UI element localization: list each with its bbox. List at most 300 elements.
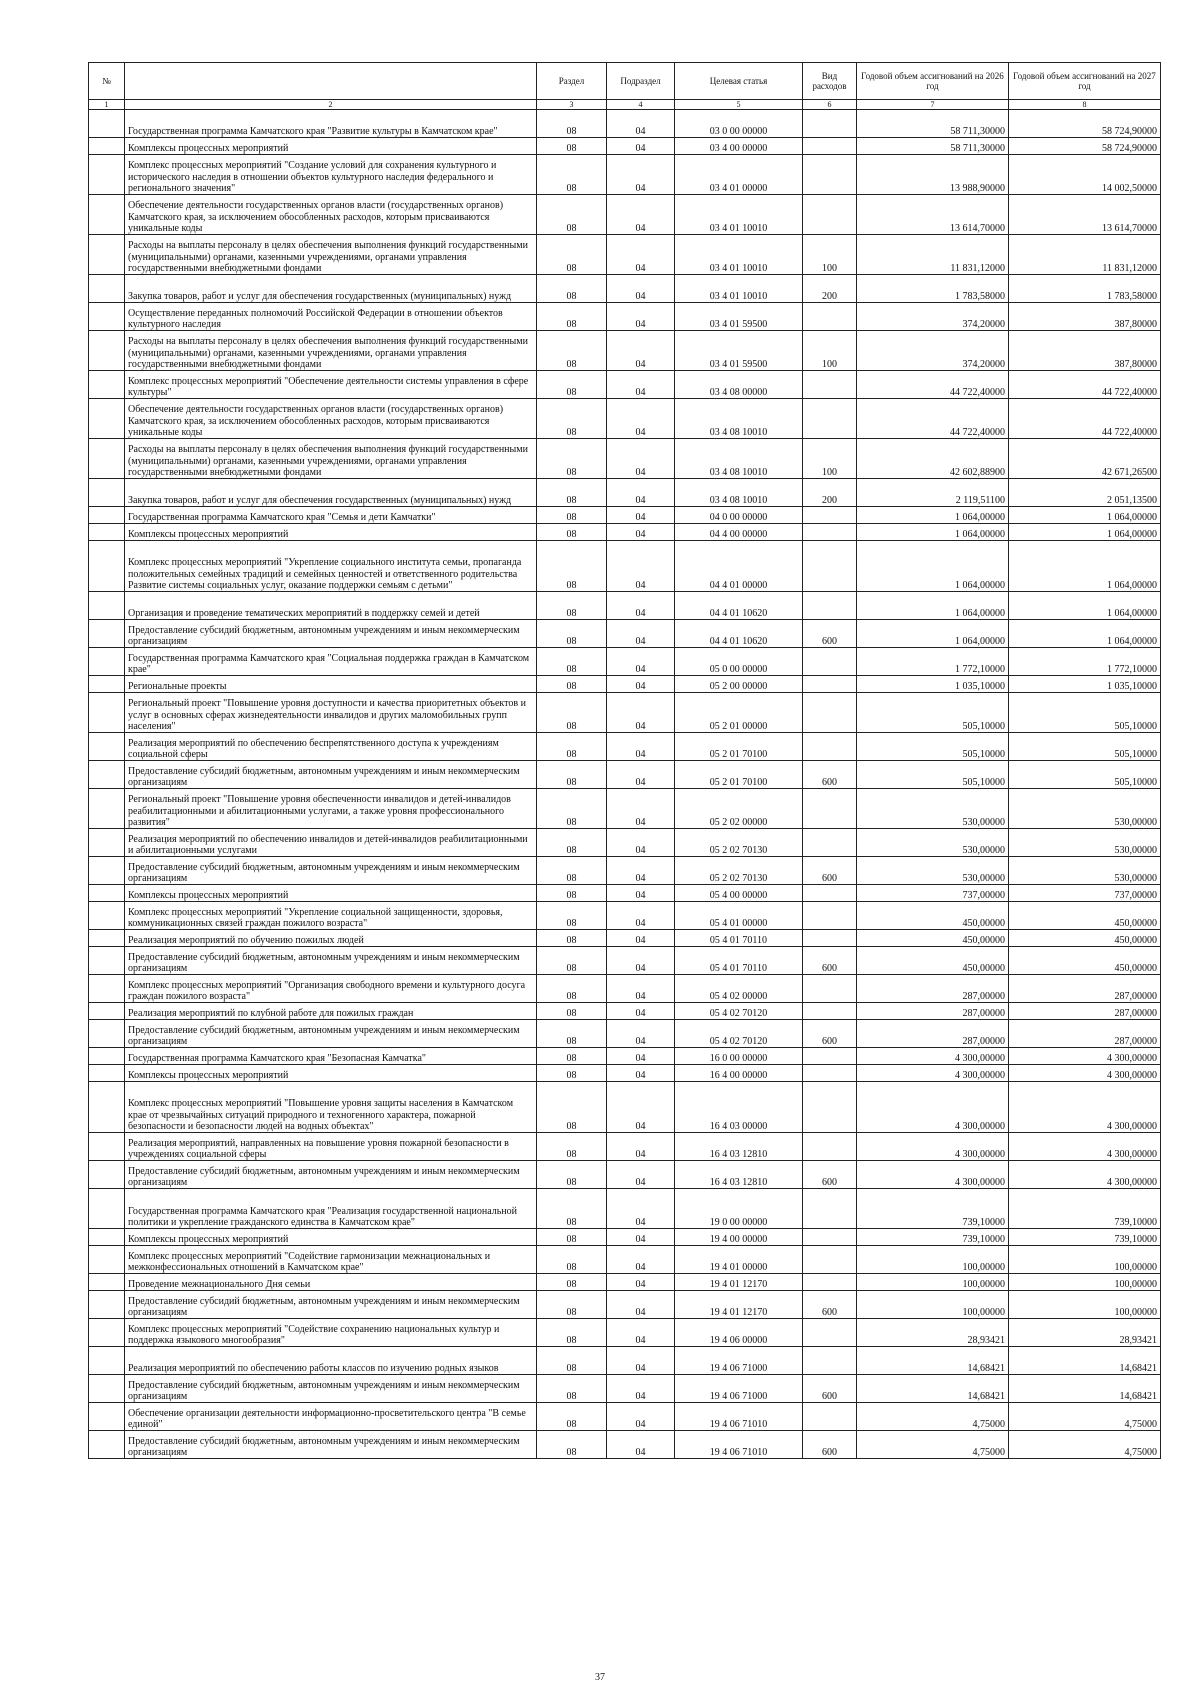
row-number-cell [89, 524, 125, 541]
amount-2027-cell: 4 300,00000 [1009, 1133, 1161, 1161]
vid-rashodov-cell [803, 1065, 857, 1082]
amount-2027-cell: 4 300,00000 [1009, 1065, 1161, 1082]
amount-2026-cell: 2 119,51100 [857, 479, 1009, 507]
vid-rashodov-cell [803, 733, 857, 761]
item-name-cell: Комплексы процессных мероприятий [125, 1065, 537, 1082]
row-number-cell [89, 439, 125, 479]
celevaya-statya-cell: 03 4 00 00000 [675, 138, 803, 155]
table-row [89, 947, 1161, 975]
amount-2027-cell: 2 051,13500 [1009, 479, 1161, 507]
amount-2026-cell: 58 711,30000 [857, 138, 1009, 155]
podrazdel-cell: 04 [607, 235, 675, 275]
vid-rashodov-cell: 600 [803, 947, 857, 975]
amount-2027-cell: 28,93421 [1009, 1319, 1161, 1347]
vid-rashodov-cell [803, 1403, 857, 1431]
podrazdel-cell: 04 [607, 676, 675, 693]
vid-rashodov-cell [803, 676, 857, 693]
celevaya-statya-cell: 03 4 01 10010 [675, 275, 803, 303]
table-body [89, 110, 1161, 1459]
amount-2026-cell: 1 064,00000 [857, 620, 1009, 648]
vid-rashodov-cell [803, 1347, 857, 1375]
table-row [89, 439, 1161, 479]
vid-rashodov-cell: 600 [803, 1431, 857, 1459]
celevaya-statya-cell: 03 4 01 59500 [675, 303, 803, 331]
amount-2026-cell: 1 064,00000 [857, 541, 1009, 592]
celevaya-statya-cell: 05 4 02 70120 [675, 1020, 803, 1048]
item-name-cell: Закупка товаров, работ и услуг для обеспечения государственных (муниципальных) нужд [125, 479, 537, 507]
item-name-cell: Осуществление переданных полномочий Российской Федерации в отношении объектов культурного наследия [125, 303, 537, 331]
razdel-cell: 08 [537, 524, 607, 541]
razdel-cell: 08 [537, 1403, 607, 1431]
razdel-cell: 08 [537, 195, 607, 235]
celevaya-statya-cell: 03 4 08 10010 [675, 479, 803, 507]
column-number: 5 [675, 100, 803, 110]
razdel-cell: 08 [537, 930, 607, 947]
item-name-cell: Комплекс процессных мероприятий "Создание условий для сохранения культурного и исторического наследия в отношении объектов культурного наследия федерального и регионального значения" [125, 155, 537, 195]
celevaya-statya-cell: 04 4 00 00000 [675, 524, 803, 541]
celevaya-statya-cell: 03 4 08 10010 [675, 439, 803, 479]
vid-rashodov-cell: 200 [803, 275, 857, 303]
amount-2026-cell: 505,10000 [857, 733, 1009, 761]
table-row [89, 648, 1161, 676]
amount-2027-cell: 14,68421 [1009, 1347, 1161, 1375]
header-row [89, 63, 1161, 100]
celevaya-statya-cell: 03 4 01 00000 [675, 155, 803, 195]
row-number-cell [89, 1048, 125, 1065]
table-row [89, 331, 1161, 371]
amount-2027-cell: 505,10000 [1009, 761, 1161, 789]
razdel-cell: 08 [537, 693, 607, 733]
vid-rashodov-cell [803, 1246, 857, 1274]
table-row [89, 303, 1161, 331]
item-name-cell: Предоставление субсидий бюджетным, автономным учреждениям и иным некоммерческим организациям [125, 1431, 537, 1459]
podrazdel-cell: 04 [607, 930, 675, 947]
table-row [89, 1375, 1161, 1403]
amount-2026-cell: 44 722,40000 [857, 399, 1009, 439]
razdel-cell: 08 [537, 1274, 607, 1291]
amount-2026-cell: 739,10000 [857, 1189, 1009, 1229]
vid-rashodov-cell [803, 1229, 857, 1246]
celevaya-statya-cell: 05 2 02 00000 [675, 789, 803, 829]
razdel-cell: 08 [537, 1347, 607, 1375]
razdel-cell: 08 [537, 1133, 607, 1161]
amount-2026-cell: 13 988,90000 [857, 155, 1009, 195]
vid-rashodov-cell [803, 930, 857, 947]
item-name-cell: Организация и проведение тематических мероприятий в поддержку семей и детей [125, 592, 537, 620]
amount-2027-cell: 100,00000 [1009, 1246, 1161, 1274]
podrazdel-cell: 04 [607, 885, 675, 902]
amount-2026-cell: 4 300,00000 [857, 1133, 1009, 1161]
row-number-cell [89, 479, 125, 507]
row-number-cell [89, 1403, 125, 1431]
podrazdel-cell: 04 [607, 1246, 675, 1274]
item-name-cell: Региональный проект "Повышение уровня доступности и качества приоритетных объектов и услуг в основных сферах жизнедеятельности инвалидов и других маломобильных групп населения" [125, 693, 537, 733]
row-number-cell [89, 1189, 125, 1229]
podrazdel-cell: 04 [607, 524, 675, 541]
table-row [89, 1133, 1161, 1161]
amount-2026-cell: 1 783,58000 [857, 275, 1009, 303]
row-number-cell [89, 303, 125, 331]
podrazdel-cell: 04 [607, 1375, 675, 1403]
celevaya-statya-cell: 05 4 01 70110 [675, 930, 803, 947]
vid-rashodov-cell [803, 541, 857, 592]
razdel-cell: 08 [537, 676, 607, 693]
podrazdel-cell: 04 [607, 331, 675, 371]
celevaya-statya-cell: 03 4 08 10010 [675, 399, 803, 439]
amount-2026-cell: 374,20000 [857, 331, 1009, 371]
celevaya-statya-cell: 03 4 01 10010 [675, 195, 803, 235]
amount-2026-cell: 505,10000 [857, 761, 1009, 789]
celevaya-statya-cell: 19 4 06 71010 [675, 1431, 803, 1459]
column-number: 2 [125, 100, 537, 110]
podrazdel-cell: 04 [607, 789, 675, 829]
row-number-cell [89, 902, 125, 930]
row-number-cell [89, 331, 125, 371]
celevaya-statya-cell: 05 0 00 00000 [675, 648, 803, 676]
header-podrazdel: Подраздел [607, 63, 675, 100]
podrazdel-cell: 04 [607, 857, 675, 885]
table-row [89, 733, 1161, 761]
row-number-cell [89, 1020, 125, 1048]
vid-rashodov-cell [803, 1189, 857, 1229]
amount-2026-cell: 1 064,00000 [857, 592, 1009, 620]
table-row [89, 524, 1161, 541]
amount-2026-cell: 4 300,00000 [857, 1161, 1009, 1189]
row-number-cell [89, 676, 125, 693]
item-name-cell: Комплекс процессных мероприятий "Содействие сохранению национальных культур и поддержка языкового многообразия" [125, 1319, 537, 1347]
podrazdel-cell: 04 [607, 693, 675, 733]
amount-2026-cell: 1 064,00000 [857, 524, 1009, 541]
table-row [89, 693, 1161, 733]
razdel-cell: 08 [537, 1048, 607, 1065]
item-name-cell: Государственная программа Камчатского края "Безопасная Камчатка" [125, 1048, 537, 1065]
vid-rashodov-cell [803, 1133, 857, 1161]
row-number-cell [89, 155, 125, 195]
podrazdel-cell: 04 [607, 275, 675, 303]
amount-2026-cell: 4,75000 [857, 1403, 1009, 1431]
amount-2026-cell: 14,68421 [857, 1375, 1009, 1403]
header-2027: Годовой объем ассигнований на 2027 год [1009, 63, 1161, 100]
podrazdel-cell: 04 [607, 1431, 675, 1459]
razdel-cell: 08 [537, 620, 607, 648]
razdel-cell: 08 [537, 592, 607, 620]
celevaya-statya-cell: 19 4 06 71000 [675, 1347, 803, 1375]
table-row [89, 1229, 1161, 1246]
amount-2026-cell: 28,93421 [857, 1319, 1009, 1347]
podrazdel-cell: 04 [607, 399, 675, 439]
celevaya-statya-cell: 19 0 00 00000 [675, 1189, 803, 1229]
vid-rashodov-cell: 600 [803, 1161, 857, 1189]
item-name-cell: Комплекс процессных мероприятий "Повышение уровня защиты населения в Камчатском крае от чрезвычайных ситуаций природного и техногенного характера, пожарной безопасности и безопасности людей на водных объектах" [125, 1082, 537, 1133]
amount-2027-cell: 1 064,00000 [1009, 524, 1161, 541]
vid-rashodov-cell: 600 [803, 1291, 857, 1319]
podrazdel-cell: 04 [607, 303, 675, 331]
vid-rashodov-cell: 600 [803, 1375, 857, 1403]
celevaya-statya-cell: 16 4 03 12810 [675, 1161, 803, 1189]
row-number-cell [89, 1003, 125, 1020]
item-name-cell: Предоставление субсидий бюджетным, автономным учреждениям и иным некоммерческим организациям [125, 1291, 537, 1319]
amount-2027-cell: 287,00000 [1009, 1003, 1161, 1020]
row-number-cell [89, 1291, 125, 1319]
item-name-cell: Обеспечение деятельности государственных органов власти (государственных органов) Камчатского края, за исключением обособленных расходов, которым присваиваются уникальные коды [125, 399, 537, 439]
celevaya-statya-cell: 16 4 03 00000 [675, 1082, 803, 1133]
vid-rashodov-cell [803, 303, 857, 331]
row-number-cell [89, 275, 125, 303]
vid-rashodov-cell [803, 1319, 857, 1347]
vid-rashodov-cell [803, 1274, 857, 1291]
amount-2026-cell: 4 300,00000 [857, 1065, 1009, 1082]
item-name-cell: Предоставление субсидий бюджетным, автономным учреждениям и иным некоммерческим организациям [125, 761, 537, 789]
item-name-cell: Государственная программа Камчатского края "Развитие культуры в Камчатском крае" [125, 110, 537, 138]
amount-2027-cell: 387,80000 [1009, 303, 1161, 331]
podrazdel-cell: 04 [607, 1082, 675, 1133]
amount-2026-cell: 1 064,00000 [857, 507, 1009, 524]
amount-2026-cell: 287,00000 [857, 975, 1009, 1003]
razdel-cell: 08 [537, 1375, 607, 1403]
celevaya-statya-cell: 05 2 01 00000 [675, 693, 803, 733]
row-number-cell [89, 885, 125, 902]
item-name-cell: Предоставление субсидий бюджетным, автономным учреждениям и иным некоммерческим организациям [125, 1020, 537, 1048]
amount-2027-cell: 44 722,40000 [1009, 371, 1161, 399]
celevaya-statya-cell: 05 4 01 00000 [675, 902, 803, 930]
item-name-cell: Реализация мероприятий по клубной работе для пожилых граждан [125, 1003, 537, 1020]
celevaya-statya-cell: 19 4 01 12170 [675, 1291, 803, 1319]
item-name-cell: Государственная программа Камчатского края "Реализация государственной национальной политики и укрепление гражданского единства в Камчатском крае" [125, 1189, 537, 1229]
podrazdel-cell: 04 [607, 1020, 675, 1048]
row-number-cell [89, 138, 125, 155]
amount-2026-cell: 530,00000 [857, 789, 1009, 829]
celevaya-statya-cell: 16 0 00 00000 [675, 1048, 803, 1065]
page-number: 37 [595, 1672, 605, 1683]
amount-2026-cell: 100,00000 [857, 1291, 1009, 1319]
table-row [89, 275, 1161, 303]
table-row [89, 1246, 1161, 1274]
celevaya-statya-cell: 03 4 01 59500 [675, 331, 803, 371]
podrazdel-cell: 04 [607, 1403, 675, 1431]
row-number-cell [89, 541, 125, 592]
header-celevaya: Целевая статья [675, 63, 803, 100]
podrazdel-cell: 04 [607, 975, 675, 1003]
amount-2027-cell: 739,10000 [1009, 1229, 1161, 1246]
row-number-cell [89, 1347, 125, 1375]
amount-2027-cell: 450,00000 [1009, 930, 1161, 947]
podrazdel-cell: 04 [607, 1161, 675, 1189]
item-name-cell: Расходы на выплаты персоналу в целях обеспечения выполнения функций государственными (муниципальными) органами, казенными учреждениями, органами управления государственными внебюджетными фондами [125, 235, 537, 275]
vid-rashodov-cell [803, 902, 857, 930]
vid-rashodov-cell: 600 [803, 620, 857, 648]
item-name-cell: Реализация мероприятий по обеспечению работы классов по изучению родных языков [125, 1347, 537, 1375]
item-name-cell: Реализация мероприятий, направленных на повышение уровня пожарной безопасности в учреждениях социальной сферы [125, 1133, 537, 1161]
razdel-cell: 08 [537, 479, 607, 507]
celevaya-statya-cell: 16 4 03 12810 [675, 1133, 803, 1161]
amount-2026-cell: 450,00000 [857, 902, 1009, 930]
amount-2026-cell: 4 300,00000 [857, 1048, 1009, 1065]
podrazdel-cell: 04 [607, 138, 675, 155]
amount-2027-cell: 4,75000 [1009, 1403, 1161, 1431]
amount-2026-cell: 450,00000 [857, 930, 1009, 947]
amount-2026-cell: 13 614,70000 [857, 195, 1009, 235]
celevaya-statya-cell: 19 4 00 00000 [675, 1229, 803, 1246]
row-number-cell [89, 1133, 125, 1161]
razdel-cell: 08 [537, 761, 607, 789]
amount-2027-cell: 1 783,58000 [1009, 275, 1161, 303]
budget-table [88, 62, 1161, 1459]
celevaya-statya-cell: 05 4 02 70120 [675, 1003, 803, 1020]
table-row [89, 138, 1161, 155]
podrazdel-cell: 04 [607, 1048, 675, 1065]
podrazdel-cell: 04 [607, 1347, 675, 1375]
row-number-cell [89, 1375, 125, 1403]
item-name-cell: Государственная программа Камчатского края "Семья и дети Камчатки" [125, 507, 537, 524]
item-name-cell: Реализация мероприятий по обеспечению инвалидов и детей-инвалидов реабилитационными и абилитационными услугами [125, 829, 537, 857]
budget-table-container [88, 62, 1160, 1459]
celevaya-statya-cell: 19 4 01 00000 [675, 1246, 803, 1274]
amount-2026-cell: 1 772,10000 [857, 648, 1009, 676]
row-number-cell [89, 110, 125, 138]
row-number-cell [89, 1082, 125, 1133]
razdel-cell: 08 [537, 399, 607, 439]
podrazdel-cell: 04 [607, 592, 675, 620]
razdel-cell: 08 [537, 235, 607, 275]
row-number-cell [89, 947, 125, 975]
vid-rashodov-cell: 600 [803, 857, 857, 885]
razdel-cell: 08 [537, 1082, 607, 1133]
amount-2027-cell: 530,00000 [1009, 857, 1161, 885]
item-name-cell: Предоставление субсидий бюджетным, автономным учреждениям и иным некоммерческим организациям [125, 857, 537, 885]
amount-2027-cell: 1 064,00000 [1009, 620, 1161, 648]
razdel-cell: 08 [537, 885, 607, 902]
vid-rashodov-cell [803, 693, 857, 733]
podrazdel-cell: 04 [607, 620, 675, 648]
razdel-cell: 08 [537, 507, 607, 524]
amount-2027-cell: 505,10000 [1009, 733, 1161, 761]
celevaya-statya-cell: 04 4 01 00000 [675, 541, 803, 592]
item-name-cell: Комплексы процессных мероприятий [125, 885, 537, 902]
item-name-cell: Комплекс процессных мероприятий "Содействие гармонизации межнациональных и межконфессиональных отношений в Камчатском крае" [125, 1246, 537, 1274]
item-name-cell: Комплексы процессных мероприятий [125, 524, 537, 541]
row-number-cell [89, 1431, 125, 1459]
table-row [89, 930, 1161, 947]
razdel-cell: 08 [537, 1319, 607, 1347]
amount-2027-cell: 11 831,12000 [1009, 235, 1161, 275]
vid-rashodov-cell [803, 371, 857, 399]
razdel-cell: 08 [537, 331, 607, 371]
amount-2026-cell: 530,00000 [857, 857, 1009, 885]
razdel-cell: 08 [537, 902, 607, 930]
podrazdel-cell: 04 [607, 947, 675, 975]
row-number-cell [89, 399, 125, 439]
vid-rashodov-cell [803, 110, 857, 138]
celevaya-statya-cell: 19 4 06 71000 [675, 1375, 803, 1403]
vid-rashodov-cell [803, 975, 857, 1003]
amount-2027-cell: 100,00000 [1009, 1291, 1161, 1319]
podrazdel-cell: 04 [607, 1274, 675, 1291]
celevaya-statya-cell: 05 2 01 70100 [675, 761, 803, 789]
razdel-cell: 08 [537, 1291, 607, 1319]
vid-rashodov-cell [803, 789, 857, 829]
row-number-cell [89, 592, 125, 620]
item-name-cell: Проведение межнационального Дня семьи [125, 1274, 537, 1291]
razdel-cell: 08 [537, 1189, 607, 1229]
amount-2027-cell: 450,00000 [1009, 947, 1161, 975]
row-number-cell [89, 1319, 125, 1347]
amount-2027-cell: 4,75000 [1009, 1431, 1161, 1459]
row-number-cell [89, 620, 125, 648]
amount-2027-cell: 4 300,00000 [1009, 1161, 1161, 1189]
vid-rashodov-cell: 200 [803, 479, 857, 507]
razdel-cell: 08 [537, 733, 607, 761]
item-name-cell: Предоставление субсидий бюджетным, автономным учреждениям и иным некоммерческим организациям [125, 620, 537, 648]
table-row [89, 235, 1161, 275]
amount-2026-cell: 58 711,30000 [857, 110, 1009, 138]
amount-2027-cell: 530,00000 [1009, 789, 1161, 829]
row-number-cell [89, 789, 125, 829]
table-row [89, 1048, 1161, 1065]
table-row [89, 829, 1161, 857]
podrazdel-cell: 04 [607, 1319, 675, 1347]
amount-2027-cell: 1 064,00000 [1009, 541, 1161, 592]
vid-rashodov-cell [803, 829, 857, 857]
row-number-cell [89, 648, 125, 676]
razdel-cell: 08 [537, 829, 607, 857]
podrazdel-cell: 04 [607, 902, 675, 930]
vid-rashodov-cell [803, 155, 857, 195]
table-row [89, 399, 1161, 439]
amount-2026-cell: 100,00000 [857, 1274, 1009, 1291]
row-number-cell [89, 1229, 125, 1246]
amount-2027-cell: 1 772,10000 [1009, 648, 1161, 676]
table-row [89, 592, 1161, 620]
podrazdel-cell: 04 [607, 541, 675, 592]
header-no: № [89, 63, 125, 100]
celevaya-statya-cell: 05 2 00 00000 [675, 676, 803, 693]
column-number-row [89, 100, 1161, 110]
table-row [89, 195, 1161, 235]
table-row [89, 371, 1161, 399]
podrazdel-cell: 04 [607, 155, 675, 195]
celevaya-statya-cell: 03 4 01 10010 [675, 235, 803, 275]
header-razdel: Раздел [537, 63, 607, 100]
row-number-cell [89, 1161, 125, 1189]
table-row [89, 902, 1161, 930]
column-number: 1 [89, 100, 125, 110]
table-row [89, 110, 1161, 138]
vid-rashodov-cell [803, 885, 857, 902]
vid-rashodov-cell [803, 1048, 857, 1065]
razdel-cell: 08 [537, 975, 607, 1003]
amount-2026-cell: 530,00000 [857, 829, 1009, 857]
table-row [89, 1431, 1161, 1459]
table-row [89, 1189, 1161, 1229]
celevaya-statya-cell: 04 0 00 00000 [675, 507, 803, 524]
row-number-cell [89, 930, 125, 947]
amount-2027-cell: 287,00000 [1009, 1020, 1161, 1048]
razdel-cell: 08 [537, 371, 607, 399]
table-row [89, 1319, 1161, 1347]
podrazdel-cell: 04 [607, 195, 675, 235]
amount-2027-cell: 58 724,90000 [1009, 110, 1161, 138]
amount-2027-cell: 1 064,00000 [1009, 592, 1161, 620]
header-2026: Годовой объем ассигнований на 2026 год [857, 63, 1009, 100]
podrazdel-cell: 04 [607, 507, 675, 524]
razdel-cell: 08 [537, 1246, 607, 1274]
item-name-cell: Комплексы процессных мероприятий [125, 1229, 537, 1246]
amount-2026-cell: 42 602,88900 [857, 439, 1009, 479]
item-name-cell: Обеспечение деятельности государственных органов власти (государственных органов) Камчатского края, за исключением обособленных расходов, которым присваиваются уникальные коды [125, 195, 537, 235]
table-row [89, 1274, 1161, 1291]
amount-2026-cell: 44 722,40000 [857, 371, 1009, 399]
table-row [89, 1082, 1161, 1133]
